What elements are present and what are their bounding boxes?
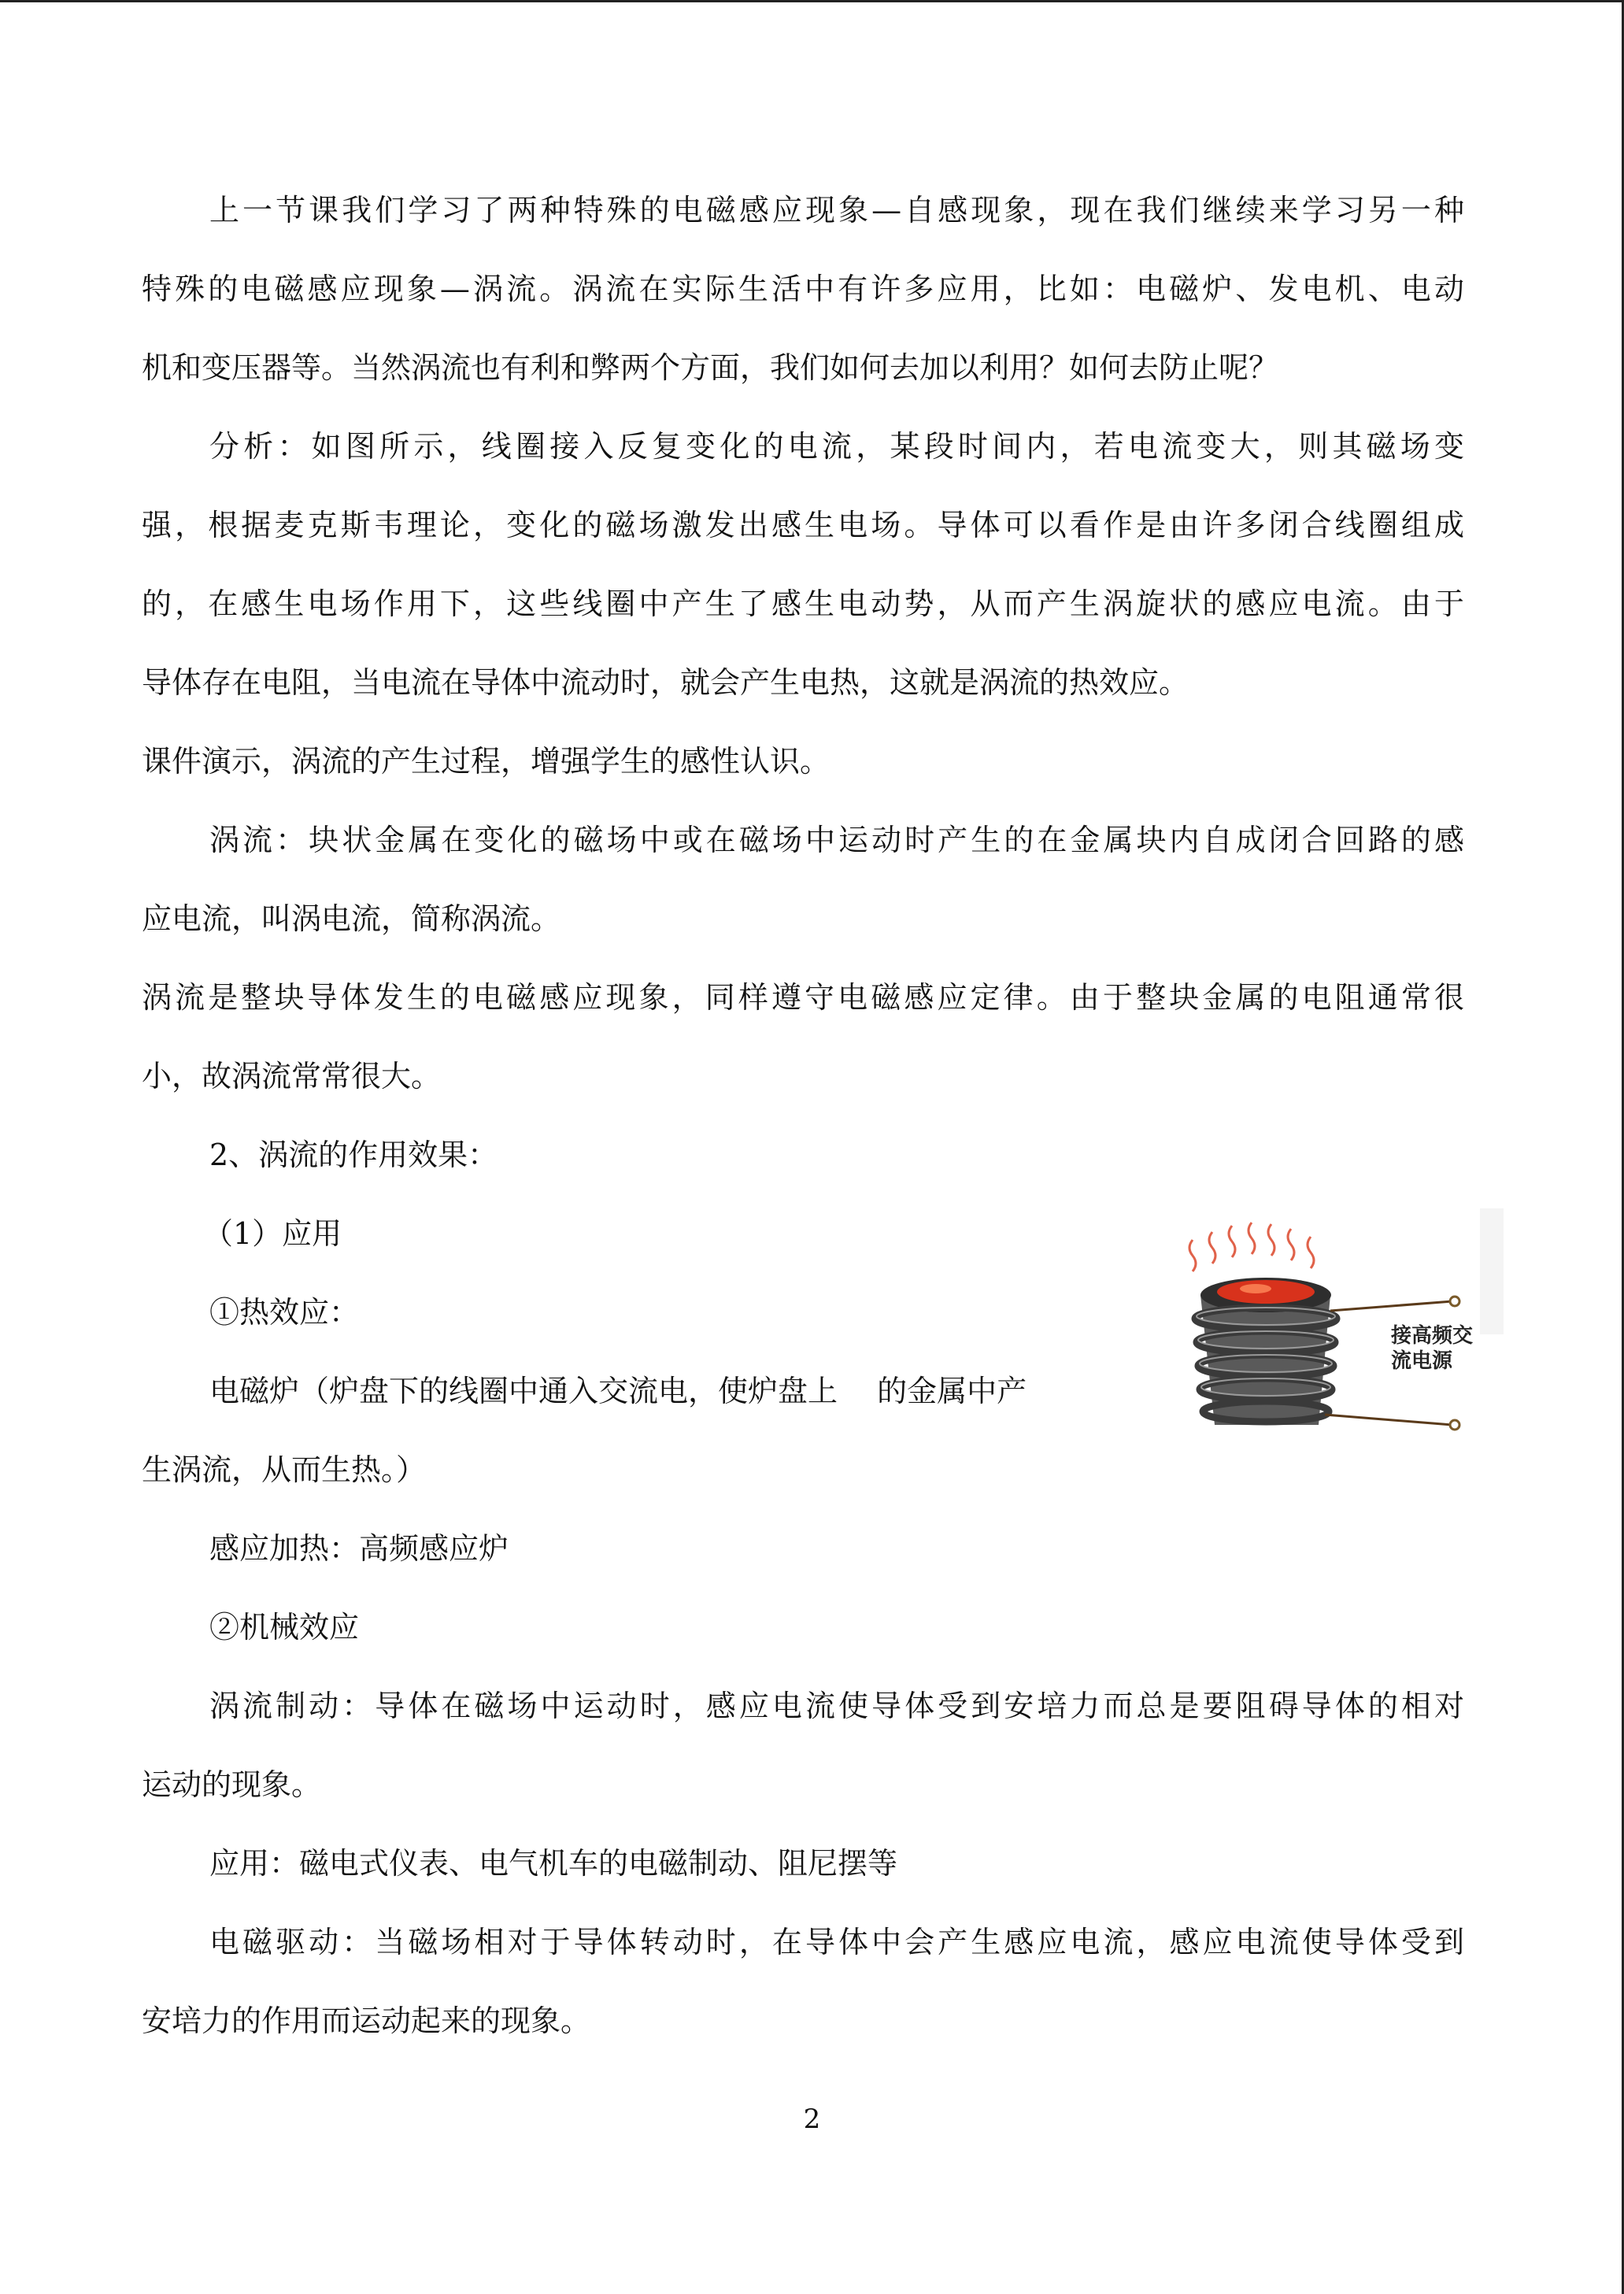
induction-furnace-illustration [1169, 1208, 1504, 1437]
paragraph-induction-cooker-line-2: 生涡流，从而生热。） [142, 1452, 427, 1487]
paragraph-intro-line-3: 机和变压器等。当然涡流也有利和弊两个方面，我们如何去加以利用？如何去防止呢？ [142, 350, 1279, 385]
paragraph-analysis-line-3: 的，在感生电场作用下，这些线圈中产生了感生电动势，从而产生涡旋状的感应电流。由于 [142, 586, 1464, 621]
paragraph-eddy-law-line-2: 小，故涡流常常很大。 [142, 1059, 442, 1093]
paragraph-analysis-line-2: 强，根据麦克斯韦理论，变化的磁场激发出感生电场。导体可以看作是由许多闭合线圈组成 [142, 508, 1464, 542]
power-source-label-line-2: 流电源 [1391, 1349, 1453, 1373]
paragraph-eddy-braking-line-2: 运动的现象。 [142, 1767, 322, 1802]
paragraph-demo: 课件演示，涡流的产生过程，增强学生的感性认识。 [142, 744, 830, 779]
paragraph-eddy-law-line-1: 涡流是整块导体发生的电磁感应现象，同样遵守电磁感应定律。由于整块金属的电阻通常很 [142, 980, 1464, 1015]
paragraph-em-drive-line-2: 安培力的作用而运动起来的现象。 [142, 2004, 591, 2038]
heading-thermal-effect: ①热效应： [209, 1295, 360, 1330]
heading-mechanical-effect: ②机械效应 [209, 1610, 360, 1645]
paragraph-analysis-line-1: 分析：如图所示，线圈接入反复变化的电流，某段时间内，若电流变大，则其磁场变 [209, 429, 1464, 464]
power-source-label-line-1: 接高频交 [1391, 1324, 1474, 1348]
heading-application: （1）应用 [203, 1216, 342, 1251]
paragraph-em-drive-line-1: 电磁驱动：当磁场相对于导体转动时，在导体中会产生感应电流，感应电流使导体受到 [209, 1925, 1464, 1959]
page-number: 2 [803, 2103, 821, 2135]
paragraph-eddy-definition-line-2: 应电流，叫涡电流，简称涡流。 [142, 901, 561, 936]
paragraph-intro-line-1: 上一节课我们学习了两种特殊的电磁感应现象—自感现象，现在我们继续来学习另一种 [209, 193, 1464, 228]
heading-effects: 2、涡流的作用效果： [209, 1138, 498, 1172]
paragraph-intro-line-2: 特殊的电磁感应现象—涡流。涡流在实际生活中有许多应用，比如：电磁炉、发电机、电动 [142, 272, 1464, 306]
paragraph-braking-applications: 应用：磁电式仪表、电气机车的电磁制动、阻尼摆等 [209, 1846, 898, 1881]
page-border-top [0, 0, 1624, 2]
paragraph-induction-cooker-line-1: 电磁炉（炉盘下的线圈中通入交流电，使炉盘上 的金属中产 [209, 1374, 1027, 1408]
paragraph-induction-heating: 感应加热：高频感应炉 [209, 1531, 509, 1566]
paragraph-analysis-line-4: 导体存在电阻，当电流在导体中流动时，就会产生电热，这就是涡流的热效应。 [142, 665, 1189, 700]
induction-furnace-figure [1169, 1208, 1504, 1437]
paragraph-eddy-definition-line-1: 涡流：块状金属在变化的磁场中或在磁场中运动时产生的在金属块内自成闭合回路的感 [209, 823, 1464, 857]
paragraph-eddy-braking-line-1: 涡流制动：导体在磁场中运动时，感应电流使导体受到安培力而总是要阻碍导体的相对 [209, 1689, 1464, 1723]
